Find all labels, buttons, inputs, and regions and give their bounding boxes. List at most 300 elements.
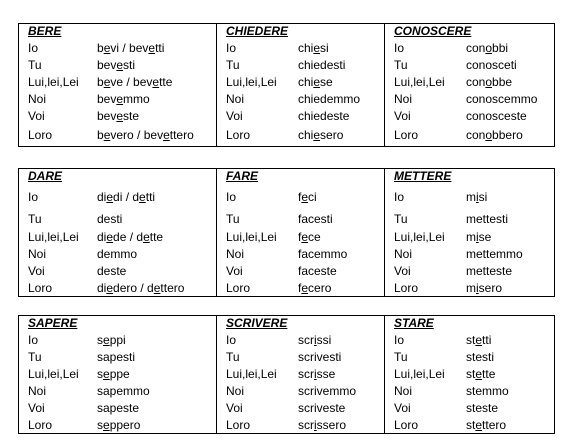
conjugation-row <box>385 107 554 124</box>
stressed-vowel: i <box>476 229 479 244</box>
form-segment: sti <box>123 57 136 72</box>
conjugation-row <box>19 245 216 262</box>
pronoun: Lui,lei,Lei <box>28 229 79 244</box>
verb-form <box>466 382 554 399</box>
conjugation-row <box>19 56 216 73</box>
pronoun: Voi <box>394 108 411 123</box>
form-segment: ppi <box>109 332 126 347</box>
verb-block-dare <box>19 169 217 297</box>
verb-title: BERE <box>28 24 62 38</box>
form-segment: f <box>298 190 302 204</box>
conjugation-row <box>19 90 216 107</box>
verb-block-mettere <box>385 169 555 297</box>
verb-block-chiedere <box>217 24 385 147</box>
stressed-vowel: i <box>314 417 317 432</box>
form-segment: conosceste <box>466 108 527 123</box>
conjugation-row <box>19 124 216 146</box>
verb-form <box>298 348 384 365</box>
form-segment: ttero <box>169 128 194 142</box>
pronoun: Tu <box>394 212 408 226</box>
verb-form <box>97 262 216 279</box>
verb-form <box>466 399 554 416</box>
conjugation-table-3 <box>18 315 555 434</box>
verb-form <box>466 210 554 228</box>
form-segment: st <box>466 366 476 381</box>
verb-form <box>466 124 554 146</box>
form-segment: tte <box>482 366 496 381</box>
form-segment: scr <box>298 417 314 432</box>
form-segment: deste <box>97 263 127 278</box>
conjugation-row <box>19 382 216 399</box>
conjugation-row <box>217 124 384 146</box>
verb-title: STARE <box>394 316 434 330</box>
verb-form <box>298 399 384 416</box>
pronoun: Voi <box>28 263 45 278</box>
stressed-vowel: o <box>485 40 493 55</box>
pronoun: Voi <box>394 400 411 415</box>
form-segment: ssi <box>316 332 332 347</box>
verb-form <box>97 228 216 245</box>
form-segment: tte <box>159 74 173 89</box>
pronoun: Io <box>394 332 405 347</box>
stressed-vowel: i <box>314 332 317 347</box>
conjugation-row <box>385 56 554 73</box>
pronoun: Noi <box>394 383 413 398</box>
form-segment: di <box>97 280 107 295</box>
form-segment: bev <box>97 108 117 123</box>
pronoun: Loro <box>394 280 419 295</box>
verb-form <box>466 228 554 245</box>
conjugation-row <box>217 228 384 245</box>
pronoun: Io <box>28 332 39 347</box>
verb-form <box>97 124 216 146</box>
stressed-vowel: e <box>116 108 124 123</box>
pronoun: Voi <box>394 263 411 278</box>
form-segment: vero / bev <box>110 128 164 142</box>
form-segment: b <box>97 40 104 55</box>
conjugation-row <box>385 348 554 365</box>
verb-title: FARE <box>226 169 259 183</box>
pronoun: Io <box>394 190 405 204</box>
verb-title: CONOSCERE <box>394 24 472 38</box>
form-segment: scrivemmo <box>298 383 357 398</box>
verb-forms <box>385 184 554 296</box>
conjugation-row <box>385 279 554 296</box>
pronoun: Tu <box>394 349 408 364</box>
form-segment: stemmo <box>466 383 509 398</box>
form-segment: s <box>97 332 103 347</box>
verb-form <box>97 210 216 228</box>
form-segment: ci <box>308 190 317 204</box>
pronoun: Noi <box>28 246 47 261</box>
pronoun: Noi <box>226 91 245 106</box>
conjugation-table-1 <box>18 23 555 147</box>
conjugation-row <box>217 416 384 433</box>
pronoun: Io <box>226 40 237 55</box>
verb-form <box>466 262 554 279</box>
pronoun: Voi <box>226 400 243 415</box>
form-segment: bev <box>97 57 117 72</box>
verb-form <box>298 279 384 296</box>
pronoun: Noi <box>394 91 413 106</box>
pronoun: Loro <box>28 280 53 295</box>
form-segment: st <box>466 332 476 347</box>
pronoun: Lui,lei,Lei <box>226 74 277 89</box>
form-segment: tte <box>149 229 164 244</box>
form-segment: b <box>97 74 104 89</box>
form-segment: con <box>466 40 486 55</box>
pronoun: Tu <box>226 212 240 226</box>
conjugation-row <box>385 184 554 210</box>
form-segment: sse <box>316 366 336 381</box>
verb-block-sapere <box>19 316 217 434</box>
verb-forms <box>217 331 384 433</box>
pronoun: Lui,lei,Lei <box>28 366 79 381</box>
verb-form <box>97 331 216 348</box>
stressed-vowel: e <box>313 74 321 89</box>
form-segment: ve / bev <box>110 74 153 89</box>
verb-form <box>298 382 384 399</box>
conjugation-row <box>385 399 554 416</box>
conjugation-row <box>385 382 554 399</box>
conjugation-row <box>217 210 384 228</box>
verb-form <box>298 39 384 56</box>
stressed-vowel: e <box>103 128 111 142</box>
form-segment: m <box>466 280 476 295</box>
verb-form <box>298 331 384 348</box>
stressed-vowel: e <box>475 366 483 381</box>
verb-form <box>298 245 384 262</box>
verb-title: METTERE <box>394 169 452 183</box>
pronoun: Voi <box>28 108 45 123</box>
conjugation-row <box>217 107 384 124</box>
conjugation-row <box>217 184 384 210</box>
verb-form <box>298 184 384 210</box>
stressed-vowel: e <box>148 40 156 55</box>
form-segment: ppero <box>109 417 141 432</box>
form-segment: f <box>298 280 302 295</box>
pronoun: Io <box>28 190 39 204</box>
verb-form <box>466 348 554 365</box>
form-segment: scriveste <box>298 400 346 415</box>
verb-block-bere <box>19 24 217 147</box>
stressed-vowel: e <box>103 40 111 55</box>
verb-forms <box>19 39 216 146</box>
verb-form <box>466 56 554 73</box>
stressed-vowel: e <box>475 417 483 432</box>
stressed-vowel: e <box>103 366 110 381</box>
pronoun: Tu <box>394 57 408 72</box>
pronoun: Tu <box>226 57 240 72</box>
pronoun: Lui,lei,Lei <box>226 366 277 381</box>
verb-block-fare <box>217 169 385 297</box>
conjugation-row <box>19 331 216 348</box>
form-segment: tti <box>145 190 156 204</box>
pronoun: Io <box>226 190 237 204</box>
form-segment: metteste <box>466 263 513 278</box>
pronoun: Tu <box>28 349 42 364</box>
form-segment: scr <box>298 366 314 381</box>
stressed-vowel: o <box>485 74 493 89</box>
verb-form <box>466 416 554 433</box>
conjugation-row <box>385 416 554 433</box>
form-segment: di / d <box>113 190 140 204</box>
pronoun: Loro <box>394 128 419 142</box>
form-segment: stesti <box>466 349 495 364</box>
stressed-vowel: e <box>301 280 309 295</box>
pronoun: Lui,lei,Lei <box>28 74 79 89</box>
conjugation-row <box>19 279 216 296</box>
conjugation-table-2 <box>18 168 555 297</box>
pronoun: Io <box>28 40 39 55</box>
verb-title: SAPERE <box>28 316 78 330</box>
form-segment: si <box>478 190 488 204</box>
pronoun: Loro <box>226 280 251 295</box>
verb-form <box>466 107 554 124</box>
stressed-vowel: e <box>143 229 150 244</box>
stressed-vowel: i <box>476 190 479 204</box>
conjugation-row <box>217 73 384 90</box>
verb-form <box>97 73 216 90</box>
verb-form <box>466 365 554 382</box>
form-segment: mmo <box>123 91 150 106</box>
form-segment: sapesti <box>97 349 136 364</box>
form-segment: sapemmo <box>97 383 150 398</box>
form-segment: facesti <box>298 212 333 226</box>
stressed-vowel: e <box>301 190 309 204</box>
pronoun: Loro <box>28 128 53 142</box>
conjugation-row <box>217 56 384 73</box>
verb-forms <box>217 39 384 146</box>
form-segment: sapeste <box>97 400 140 415</box>
form-segment: bbi <box>492 40 509 55</box>
form-segment: tti <box>482 332 492 347</box>
stressed-vowel: e <box>103 332 110 347</box>
form-segment: steste <box>466 400 499 415</box>
conjugation-row <box>385 365 554 382</box>
verb-form <box>97 56 216 73</box>
form-segment: ste <box>123 108 140 123</box>
conjugation-row <box>217 90 384 107</box>
pronoun: Loro <box>226 128 251 142</box>
pronoun: Loro <box>28 417 53 432</box>
verb-block-stare <box>385 316 555 434</box>
pronoun: Tu <box>28 212 42 226</box>
conjugation-row <box>217 365 384 382</box>
form-segment: s <box>97 366 103 381</box>
form-segment: chi <box>298 74 314 89</box>
pronoun: Voi <box>28 400 45 415</box>
stressed-vowel: e <box>106 280 114 295</box>
verb-form <box>97 365 216 382</box>
stressed-vowel: e <box>152 74 160 89</box>
conjugation-row <box>385 73 554 90</box>
conjugation-row <box>217 262 384 279</box>
pronoun: Lui,lei,Lei <box>394 229 445 244</box>
verb-form <box>466 90 554 107</box>
form-segment: demmo <box>97 246 138 261</box>
stressed-vowel: o <box>485 128 493 142</box>
verb-title: DARE <box>28 169 63 183</box>
conjugation-row <box>19 228 216 245</box>
verb-form <box>298 124 384 146</box>
form-segment: chiedemmo <box>298 91 361 106</box>
form-segment: chi <box>298 40 314 55</box>
pronoun: Loro <box>394 417 419 432</box>
form-segment: ssero <box>316 417 347 432</box>
form-segment: se <box>478 229 492 244</box>
conjugation-row <box>385 90 554 107</box>
stressed-vowel: i <box>314 366 317 381</box>
verb-form <box>97 279 216 296</box>
pronoun: Lui,lei,Lei <box>226 229 277 244</box>
form-segment: bbe <box>492 74 513 89</box>
verb-form <box>466 184 554 210</box>
conjugation-row <box>19 184 216 210</box>
pronoun: Noi <box>226 383 245 398</box>
form-segment: faceste <box>298 263 337 278</box>
form-segment: m <box>466 190 476 204</box>
form-segment: ce <box>308 229 321 244</box>
form-segment: sero <box>320 128 344 142</box>
stressed-vowel: e <box>301 229 309 244</box>
verb-forms <box>385 39 554 146</box>
conjugation-row <box>217 331 384 348</box>
form-segment: ttero <box>160 280 185 295</box>
form-segment: chiedesti <box>298 57 346 72</box>
form-segment: sero <box>478 280 503 295</box>
conjugation-row <box>19 107 216 124</box>
verb-form <box>298 228 384 245</box>
form-segment: m <box>466 229 476 244</box>
form-segment: mettemmo <box>466 246 523 261</box>
verb-form <box>298 262 384 279</box>
stressed-vowel: e <box>116 57 124 72</box>
pronoun: Tu <box>28 57 42 72</box>
form-segment: dero / d <box>113 280 154 295</box>
form-segment: chi <box>298 128 314 142</box>
form-segment: scr <box>298 332 314 347</box>
stressed-vowel: e <box>153 280 161 295</box>
verb-form <box>298 210 384 228</box>
conjugation-row <box>19 262 216 279</box>
verb-form <box>97 348 216 365</box>
form-segment: con <box>466 128 486 142</box>
verb-block-conoscere <box>385 24 555 147</box>
conjugation-row <box>19 348 216 365</box>
conjugation-row <box>385 262 554 279</box>
conjugation-row <box>385 124 554 146</box>
verb-forms <box>19 184 216 296</box>
verb-form <box>97 382 216 399</box>
form-segment: de / d <box>113 229 144 244</box>
verb-form <box>97 107 216 124</box>
pronoun: Loro <box>226 417 251 432</box>
form-segment: desti <box>97 212 123 226</box>
form-segment: cero <box>308 280 332 295</box>
conjugation-row <box>217 245 384 262</box>
pronoun: Noi <box>28 383 47 398</box>
verb-form <box>466 331 554 348</box>
conjugation-row <box>217 348 384 365</box>
stressed-vowel: e <box>103 417 110 432</box>
pronoun: Lui,lei,Lei <box>394 74 445 89</box>
verb-form <box>97 90 216 107</box>
conjugation-row <box>19 73 216 90</box>
form-segment: s <box>97 417 103 432</box>
form-segment: ppe <box>109 366 130 381</box>
conjugation-row <box>19 416 216 433</box>
pronoun: Lui,lei,Lei <box>394 366 445 381</box>
pronoun: Tu <box>226 349 240 364</box>
conjugation-row <box>217 279 384 296</box>
form-segment: bbero <box>492 128 523 142</box>
stressed-vowel: e <box>103 74 111 89</box>
form-segment: tti <box>155 40 165 55</box>
stressed-vowel: e <box>475 332 483 347</box>
conjugation-row <box>217 399 384 416</box>
form-segment: scrivesti <box>298 349 342 364</box>
pronoun: Io <box>226 332 237 347</box>
conjugation-row <box>217 382 384 399</box>
stressed-vowel: e <box>116 91 124 106</box>
conjugation-row <box>19 210 216 228</box>
stressed-vowel: i <box>476 280 479 295</box>
conjugation-row <box>385 331 554 348</box>
verb-title: SCRIVERE <box>226 316 288 330</box>
stressed-vowel: e <box>313 128 321 142</box>
form-segment: ttero <box>482 417 507 432</box>
verb-forms <box>217 184 384 296</box>
verb-form <box>298 365 384 382</box>
form-segment: vi / bev <box>110 40 149 55</box>
verb-form <box>466 245 554 262</box>
verb-title: CHIEDERE <box>226 24 289 38</box>
verb-block-scrivere <box>217 316 385 434</box>
verb-forms <box>385 331 554 433</box>
form-segment: di <box>97 229 107 244</box>
form-segment: conoscemmo <box>466 91 538 106</box>
conjugation-row <box>385 245 554 262</box>
pronoun: Noi <box>28 91 47 106</box>
verb-form <box>97 399 216 416</box>
form-segment: di <box>97 190 107 204</box>
pronoun: Noi <box>394 246 413 261</box>
conjugation-row <box>19 365 216 382</box>
verb-form <box>466 73 554 90</box>
stressed-vowel: e <box>106 190 114 204</box>
stressed-vowel: e <box>313 40 321 55</box>
form-segment: se <box>320 74 333 89</box>
verb-form <box>97 416 216 433</box>
form-segment: si <box>320 40 329 55</box>
verb-form <box>298 416 384 433</box>
pronoun: Voi <box>226 108 243 123</box>
form-segment: facemmo <box>298 246 348 261</box>
verb-form <box>97 245 216 262</box>
pronoun: Io <box>394 40 405 55</box>
verb-form <box>298 73 384 90</box>
pronoun: Voi <box>226 263 243 278</box>
verb-form <box>97 39 216 56</box>
verb-form <box>298 107 384 124</box>
conjugation-row <box>385 210 554 228</box>
form-segment: con <box>466 74 486 89</box>
verb-form <box>97 184 216 210</box>
conjugation-row <box>19 39 216 56</box>
conjugation-row <box>385 228 554 245</box>
stressed-vowel: e <box>139 190 146 204</box>
